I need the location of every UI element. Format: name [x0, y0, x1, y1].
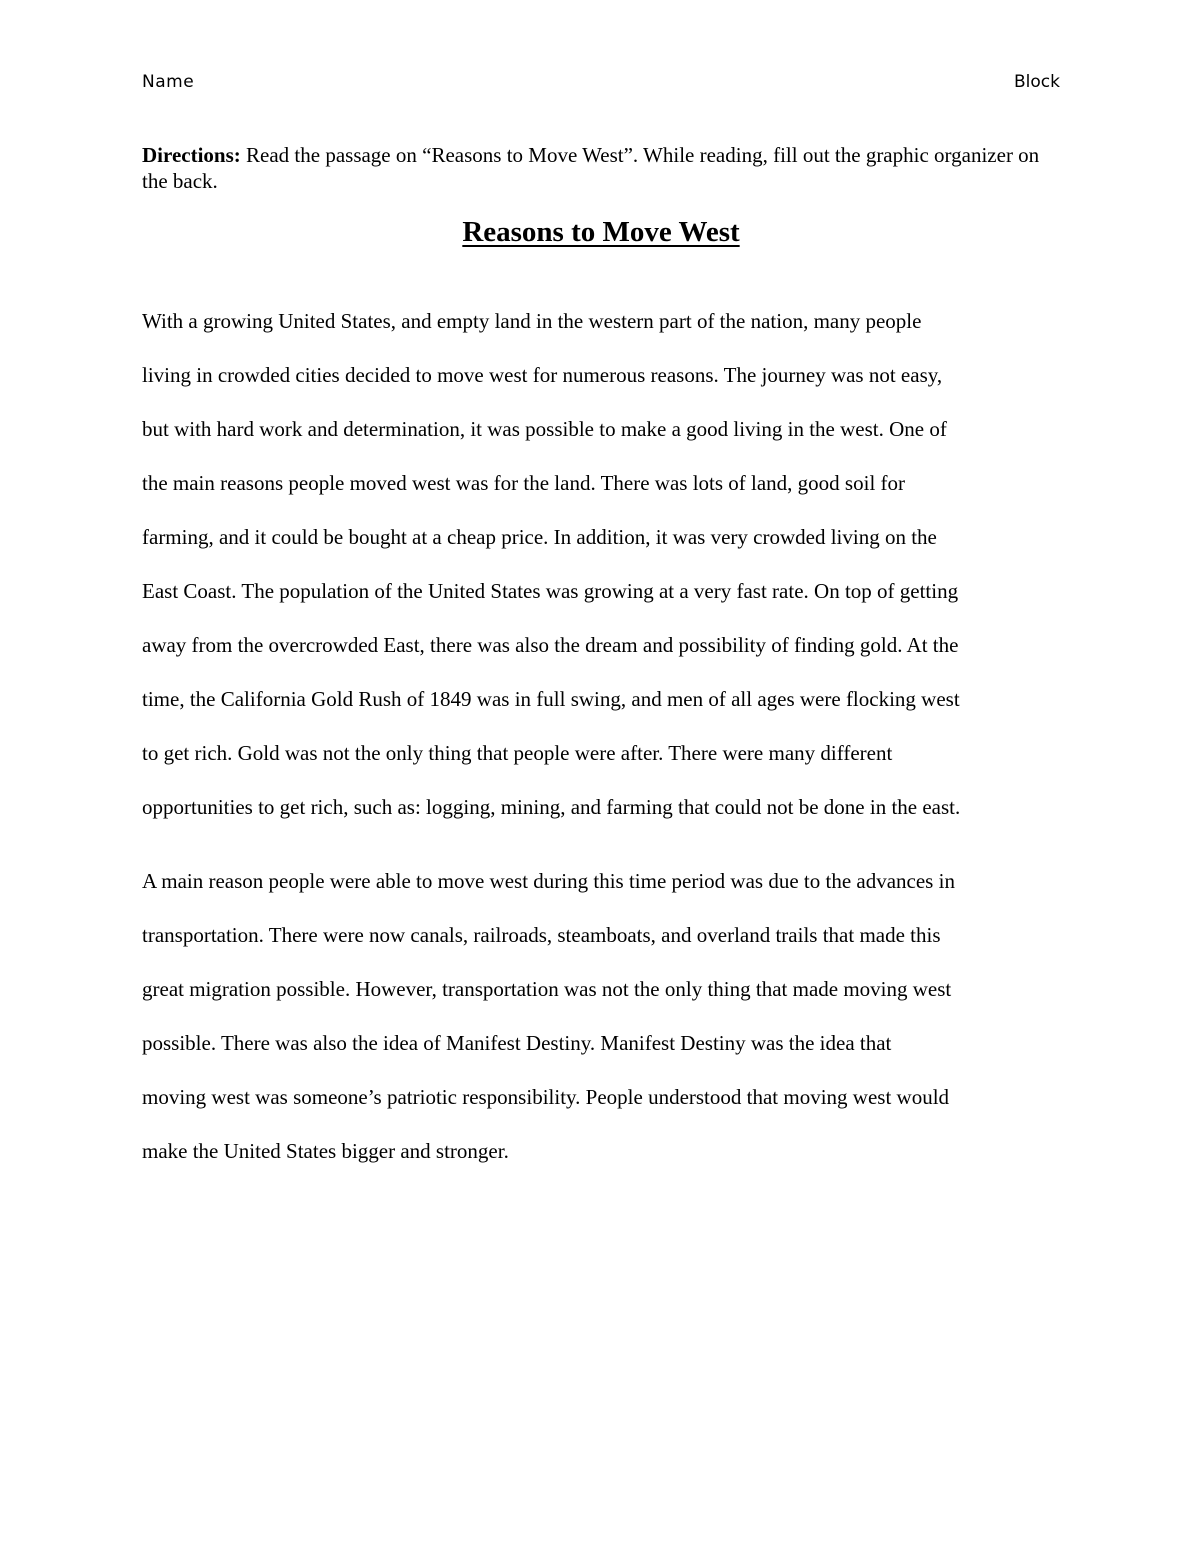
text-line: living in crowded cities decided to move west for numerous reasons. The journey was not easy,: [142, 363, 943, 387]
text-line: make the United States bigger and stronger.: [142, 1139, 509, 1163]
page-title: Reasons to Move West: [462, 216, 740, 248]
paragraph-2: [142, 868, 1060, 1192]
text-line: great migration possible. However, transportation was not the only thing that made moving west: [142, 977, 952, 1001]
text-line: opportunities to get rich, such as: logging, mining, and farming that could not be done in the east.: [142, 795, 961, 819]
paragraph-1: [142, 308, 1060, 848]
text-line: transportation. There were now canals, railroads, steamboats, and overland trails that made this: [142, 923, 941, 947]
directions: [142, 142, 1060, 194]
text-line: farming, and it could be bought at a cheap price. In addition, it was very crowded living on the: [142, 525, 937, 549]
text-line: time, the California Gold Rush of 1849 was in full swing, and men of all ages were flocking west: [142, 687, 960, 711]
text-line: the main reasons people moved west was for the land. There was lots of land, good soil for: [142, 471, 906, 495]
text-line: away from the overcrowded East, there was also the dream and possibility of finding gold. At the: [142, 633, 959, 657]
text-line: With a growing United States, and empty land in the western part of the nation, many people: [142, 309, 922, 333]
directions-text: Read the passage on “Reasons to Move West”. While reading, fill out the graphic organizer on the back.: [142, 143, 1040, 193]
text-line: but with hard work and determination, it was possible to make a good living in the west. One of: [142, 417, 947, 441]
directions-label: Directions:: [142, 143, 241, 167]
text-line: moving west was someone’s patriotic responsibility. People understood that moving west would: [142, 1085, 950, 1109]
text-line: to get rich. Gold was not the only thing that people were after. There were many different: [142, 741, 893, 765]
page-header: [142, 72, 1060, 98]
name-label: Name: [142, 72, 195, 92]
text-line: A main reason people were able to move west during this time period was due to the advances in: [142, 869, 955, 893]
text-line: possible. There was also the idea of Manifest Destiny. Manifest Destiny was the idea that: [142, 1031, 892, 1055]
block-label: Block: [1014, 72, 1060, 92]
text-line: East Coast. The population of the United States was growing at a very fast rate. On top of getting: [142, 579, 959, 603]
